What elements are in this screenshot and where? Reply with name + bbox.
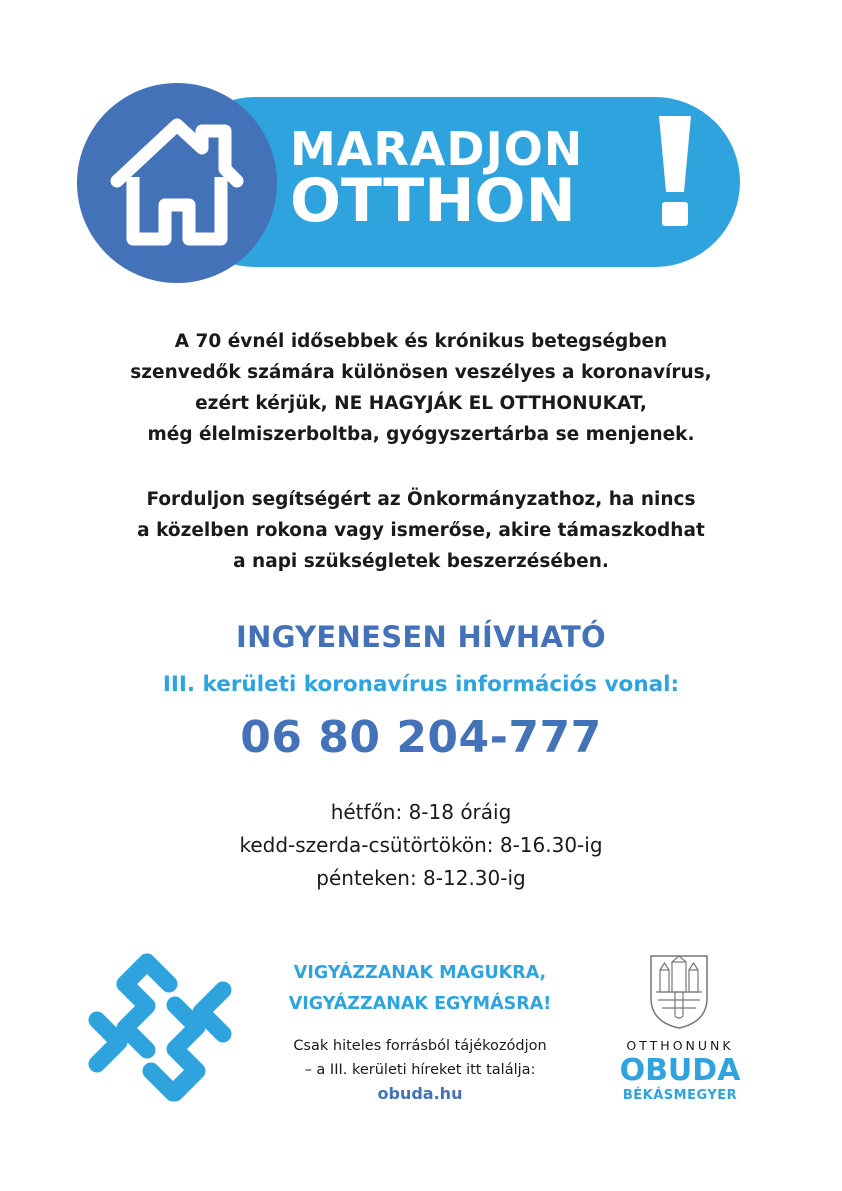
hours-line: pénteken: 8-12.30-ig xyxy=(316,866,526,890)
eu-knot-logo-icon xyxy=(85,950,235,1105)
source-line: Csak hiteles forrásból tájékozódjon xyxy=(293,1038,547,1054)
care-slogan xyxy=(220,958,620,1020)
house-icon xyxy=(107,111,247,251)
brand-tagline: OTTHONUNK xyxy=(626,1038,734,1053)
help-line: a közelben rokona vagy ismerőse, akire támaszkodhat xyxy=(137,520,705,541)
warning-line: még élelmiszerboltba, gyógyszertárba se menjenek. xyxy=(147,424,695,445)
help-line: Forduljon segítségért az Önkormányzathoz, ha nincs xyxy=(146,489,696,510)
warning-paragraph xyxy=(60,326,782,450)
hotline-subtitle: III. kerületi koronavírus információs vonal: xyxy=(162,672,680,697)
obuda-link[interactable]: obuda.hu xyxy=(377,1084,463,1103)
care-line: VIGYÁZZANAK EGYMÁSRA! xyxy=(288,994,552,1014)
brand-name: OBUDA xyxy=(619,1053,741,1088)
help-paragraph xyxy=(60,484,782,577)
care-line: VIGYÁZZANAK MAGUKRA, xyxy=(293,963,547,983)
hours-line: kedd-szerda-csütörtökön: 8-16.30-ig xyxy=(239,833,603,857)
warning-line: A 70 évnél idősebbek és krónikus betegségben xyxy=(174,331,668,352)
warning-line: ezért kérjük, NE HAGYJÁK EL OTTHONUKAT, xyxy=(195,393,647,414)
source-line: – a III. kerületi híreket itt találja: xyxy=(304,1062,536,1078)
headline-maradjon: MARADJON xyxy=(290,122,584,176)
opening-hours xyxy=(0,796,842,895)
headline-otthon: OTTHON xyxy=(290,166,576,236)
phone-number[interactable]: 06 80 204-777 xyxy=(240,712,602,763)
brand-subtitle: BÉKÁSMEGYER xyxy=(622,1088,738,1103)
source-info xyxy=(220,1034,620,1106)
hours-line: hétfőn: 8-18 óráig xyxy=(330,800,512,824)
coat-of-arms-icon xyxy=(648,952,710,1030)
hero-banner xyxy=(0,0,842,290)
warning-line: szenvedők számára különösen veszélyes a koronavírus, xyxy=(130,362,712,383)
free-call-headline: INGYENESEN HÍVHATÓ xyxy=(236,620,606,654)
house-circle xyxy=(77,83,277,283)
exclamation-mark xyxy=(655,112,695,232)
help-line: a napi szükségletek beszerzésében. xyxy=(233,551,609,572)
